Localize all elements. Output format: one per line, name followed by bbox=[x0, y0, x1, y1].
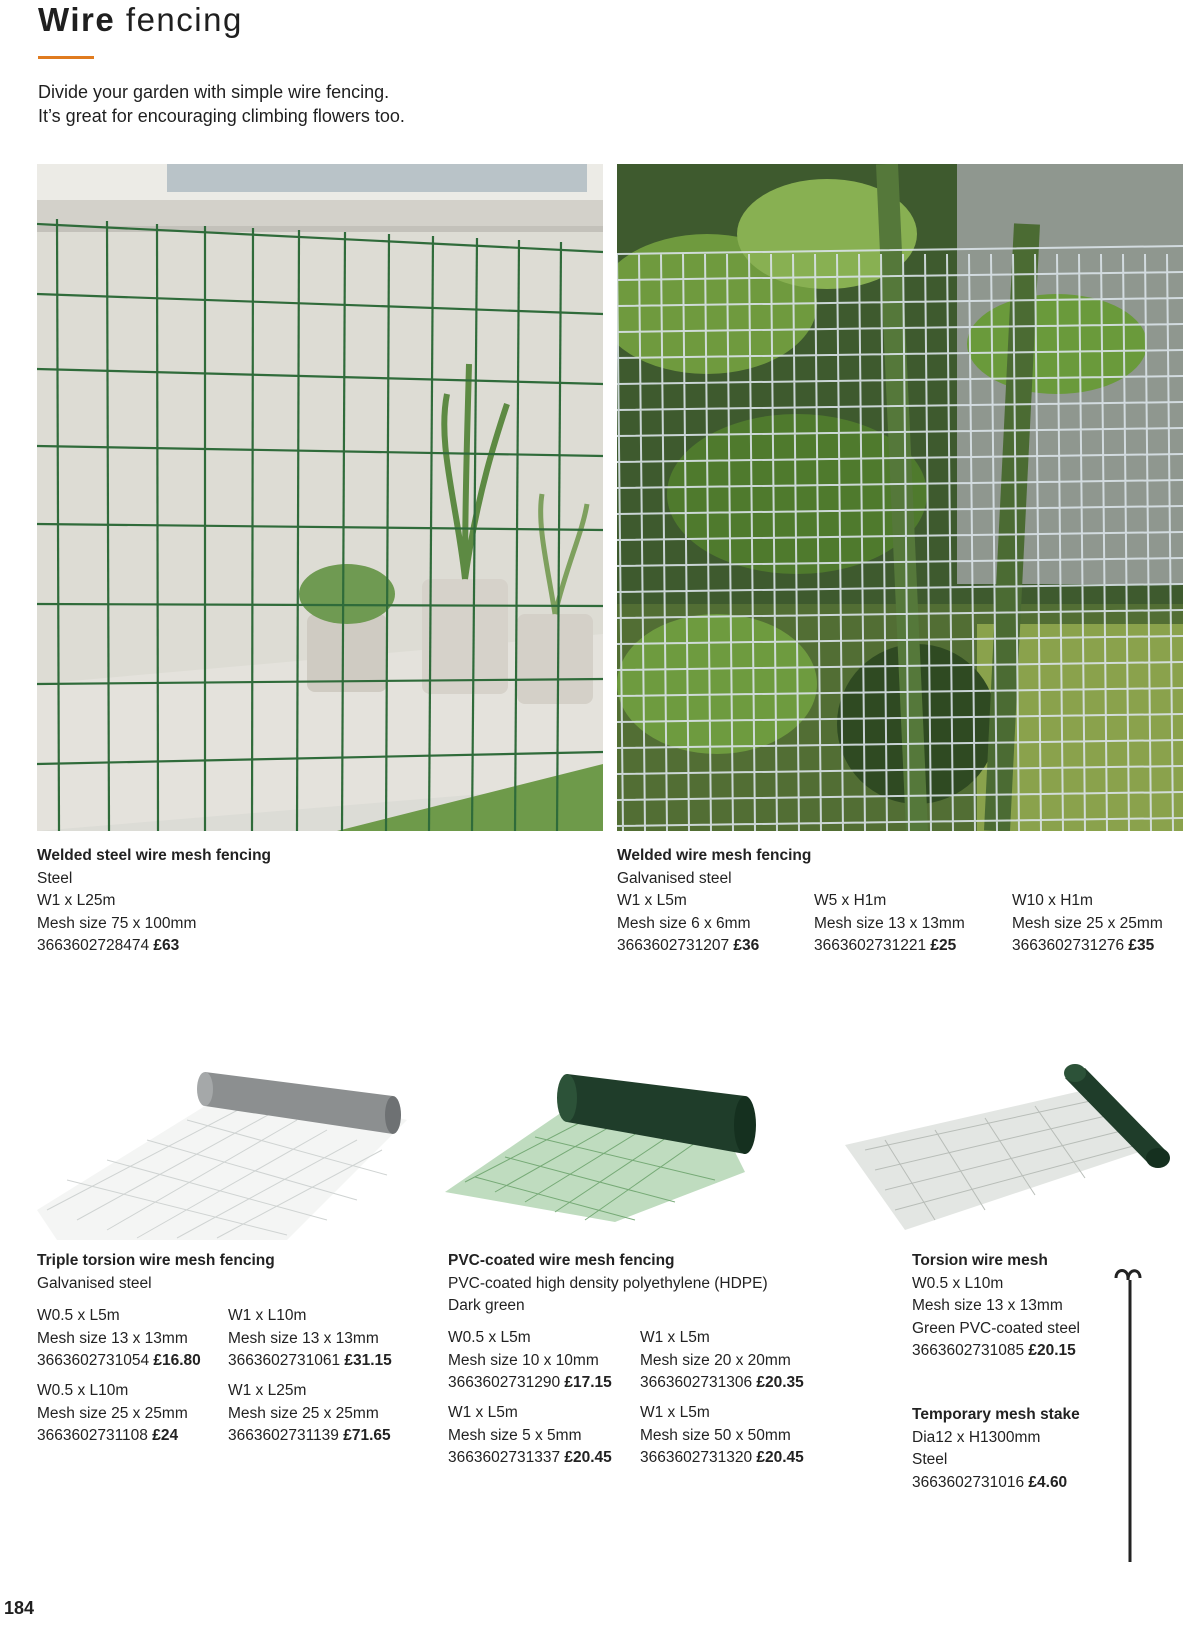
triple-torsion-roll-image bbox=[37, 1060, 417, 1240]
variant-code: 3663602731337 bbox=[448, 1449, 561, 1466]
product-name: Torsion wire mesh bbox=[912, 1252, 1048, 1269]
variant-price: £20.35 bbox=[756, 1374, 804, 1391]
variant-code: 3663602731290 bbox=[448, 1374, 561, 1391]
product-variant bbox=[37, 1380, 188, 1448]
variant-price: £17.15 bbox=[564, 1374, 612, 1391]
variant-code: 3663602731139 bbox=[228, 1427, 339, 1444]
welded-wire-mesh-photo bbox=[617, 164, 1183, 831]
product-welded-wire bbox=[617, 845, 1183, 965]
product-variant bbox=[228, 1305, 392, 1373]
variant-size: W1 x L5m bbox=[448, 1404, 518, 1421]
variant-size: W1 x L5m bbox=[640, 1329, 710, 1346]
variant-size: W1 x L5m bbox=[617, 892, 687, 909]
product-material: Galvanised steel bbox=[617, 869, 732, 887]
product-variant bbox=[448, 1327, 612, 1395]
product-variant bbox=[640, 1402, 804, 1470]
variant-mesh: Mesh size 25 x 25mm bbox=[37, 1404, 188, 1422]
product-pvc-coated bbox=[448, 1250, 848, 1490]
product-code: 3663602731016 bbox=[912, 1473, 1025, 1491]
product-variant bbox=[814, 890, 965, 958]
variant-code: 3663602731108 bbox=[37, 1427, 148, 1444]
variant-mesh: Mesh size 13 x 13mm bbox=[37, 1329, 188, 1347]
variant-mesh: Mesh size 6 x 6mm bbox=[617, 914, 751, 932]
product-code: 3663602728474 bbox=[37, 937, 150, 954]
product-name: Welded steel wire mesh fencing bbox=[37, 847, 272, 864]
product-variant bbox=[228, 1380, 391, 1448]
variant-code: 3663602731207 bbox=[617, 937, 730, 954]
product-name: Temporary mesh stake bbox=[912, 1406, 1080, 1423]
variant-mesh: Mesh size 13 x 13mm bbox=[814, 914, 965, 932]
variant-size: W0.5 x L10m bbox=[37, 1382, 129, 1399]
variant-code: 3663602731306 bbox=[640, 1374, 753, 1391]
product-variant bbox=[37, 1305, 201, 1373]
variant-price: £25 bbox=[930, 937, 957, 954]
variant-size: W0.5 x L5m bbox=[448, 1329, 531, 1346]
intro-text bbox=[38, 80, 738, 128]
variant-size: W1 x L5m bbox=[640, 1404, 710, 1421]
intro-line: It’s great for encouraging climbing flowers too. bbox=[38, 106, 405, 126]
variant-mesh: Mesh size 25 x 25mm bbox=[228, 1404, 379, 1422]
product-torsion-mesh bbox=[912, 1250, 1080, 1363]
product-size: W0.5 x L10m bbox=[912, 1274, 1004, 1292]
variant-price: £20.45 bbox=[756, 1449, 804, 1466]
variant-price: £36 bbox=[733, 937, 760, 954]
product-triple-torsion bbox=[37, 1250, 417, 1450]
variant-mesh: Mesh size 25 x 25mm bbox=[1012, 914, 1163, 932]
variant-mesh: Mesh size 50 x 50mm bbox=[640, 1426, 791, 1444]
product-mesh-stake bbox=[912, 1404, 1080, 1494]
variant-code: 3663602731061 bbox=[228, 1352, 341, 1369]
variant-price: £20.45 bbox=[564, 1449, 612, 1466]
product-material: PVC-coated high density polyethylene (HDPE) bbox=[448, 1274, 768, 1292]
page-title-rest: fencing bbox=[125, 1, 243, 38]
variant-mesh: Mesh size 13 x 13mm bbox=[228, 1329, 379, 1347]
variant-code: 3663602731320 bbox=[640, 1449, 753, 1466]
product-size: Dia12 x H1300mm bbox=[912, 1428, 1041, 1446]
torsion-mesh-roll-image bbox=[845, 1060, 1185, 1230]
variant-mesh: Mesh size 10 x 10mm bbox=[448, 1351, 599, 1369]
variant-code: 3663602731054 bbox=[37, 1352, 150, 1369]
variant-size: W1 x L10m bbox=[228, 1307, 307, 1324]
product-material: Steel bbox=[37, 869, 73, 887]
product-variant bbox=[617, 890, 759, 958]
product-material: Steel bbox=[912, 1451, 948, 1468]
product-name: Welded wire mesh fencing bbox=[617, 847, 812, 864]
variant-price: £31.15 bbox=[344, 1352, 392, 1369]
product-price: £4.60 bbox=[1028, 1473, 1068, 1491]
variant-mesh: Mesh size 20 x 20mm bbox=[640, 1351, 791, 1369]
product-variant bbox=[1012, 890, 1163, 958]
page-title-bold: Wire bbox=[38, 1, 116, 38]
product-price: £63 bbox=[153, 937, 180, 954]
variant-code: 3663602731221 bbox=[814, 937, 927, 954]
mesh-stake-image bbox=[1108, 1266, 1152, 1566]
pvc-coated-roll-image bbox=[445, 1062, 775, 1232]
page-number: 184 bbox=[4, 1598, 35, 1618]
variant-price: £71.65 bbox=[343, 1427, 391, 1444]
product-welded-steel bbox=[37, 845, 271, 958]
variant-size: W10 x H1m bbox=[1012, 892, 1093, 909]
product-material: Green PVC-coated steel bbox=[912, 1319, 1081, 1337]
product-name: PVC-coated wire mesh fencing bbox=[448, 1252, 675, 1269]
variant-size: W5 x H1m bbox=[814, 892, 887, 909]
product-material: Galvanised steel bbox=[37, 1274, 152, 1292]
title-accent-rule bbox=[38, 56, 94, 59]
variant-size: W1 x L25m bbox=[228, 1382, 307, 1399]
product-size: W1 x L25m bbox=[37, 892, 116, 909]
variant-price: £35 bbox=[1128, 937, 1155, 954]
product-colour: Dark green bbox=[448, 1297, 525, 1314]
variant-price: £24 bbox=[152, 1427, 179, 1444]
product-code: 3663602731085 bbox=[912, 1342, 1025, 1359]
product-mesh: Mesh size 75 x 100mm bbox=[37, 914, 197, 932]
product-mesh: Mesh size 13 x 13mm bbox=[912, 1297, 1063, 1314]
product-price: £20.15 bbox=[1028, 1342, 1076, 1359]
product-variant bbox=[448, 1402, 612, 1470]
variant-price: £16.80 bbox=[153, 1352, 201, 1369]
product-name: Triple torsion wire mesh fencing bbox=[37, 1252, 275, 1269]
product-variant bbox=[640, 1327, 804, 1395]
variant-size: W0.5 x L5m bbox=[37, 1307, 120, 1324]
page-title bbox=[38, 0, 243, 40]
variant-mesh: Mesh size 5 x 5mm bbox=[448, 1426, 582, 1444]
intro-line: Divide your garden with simple wire fencing. bbox=[38, 82, 390, 102]
variant-code: 3663602731276 bbox=[1012, 937, 1125, 954]
welded-steel-fence-photo bbox=[37, 164, 603, 831]
